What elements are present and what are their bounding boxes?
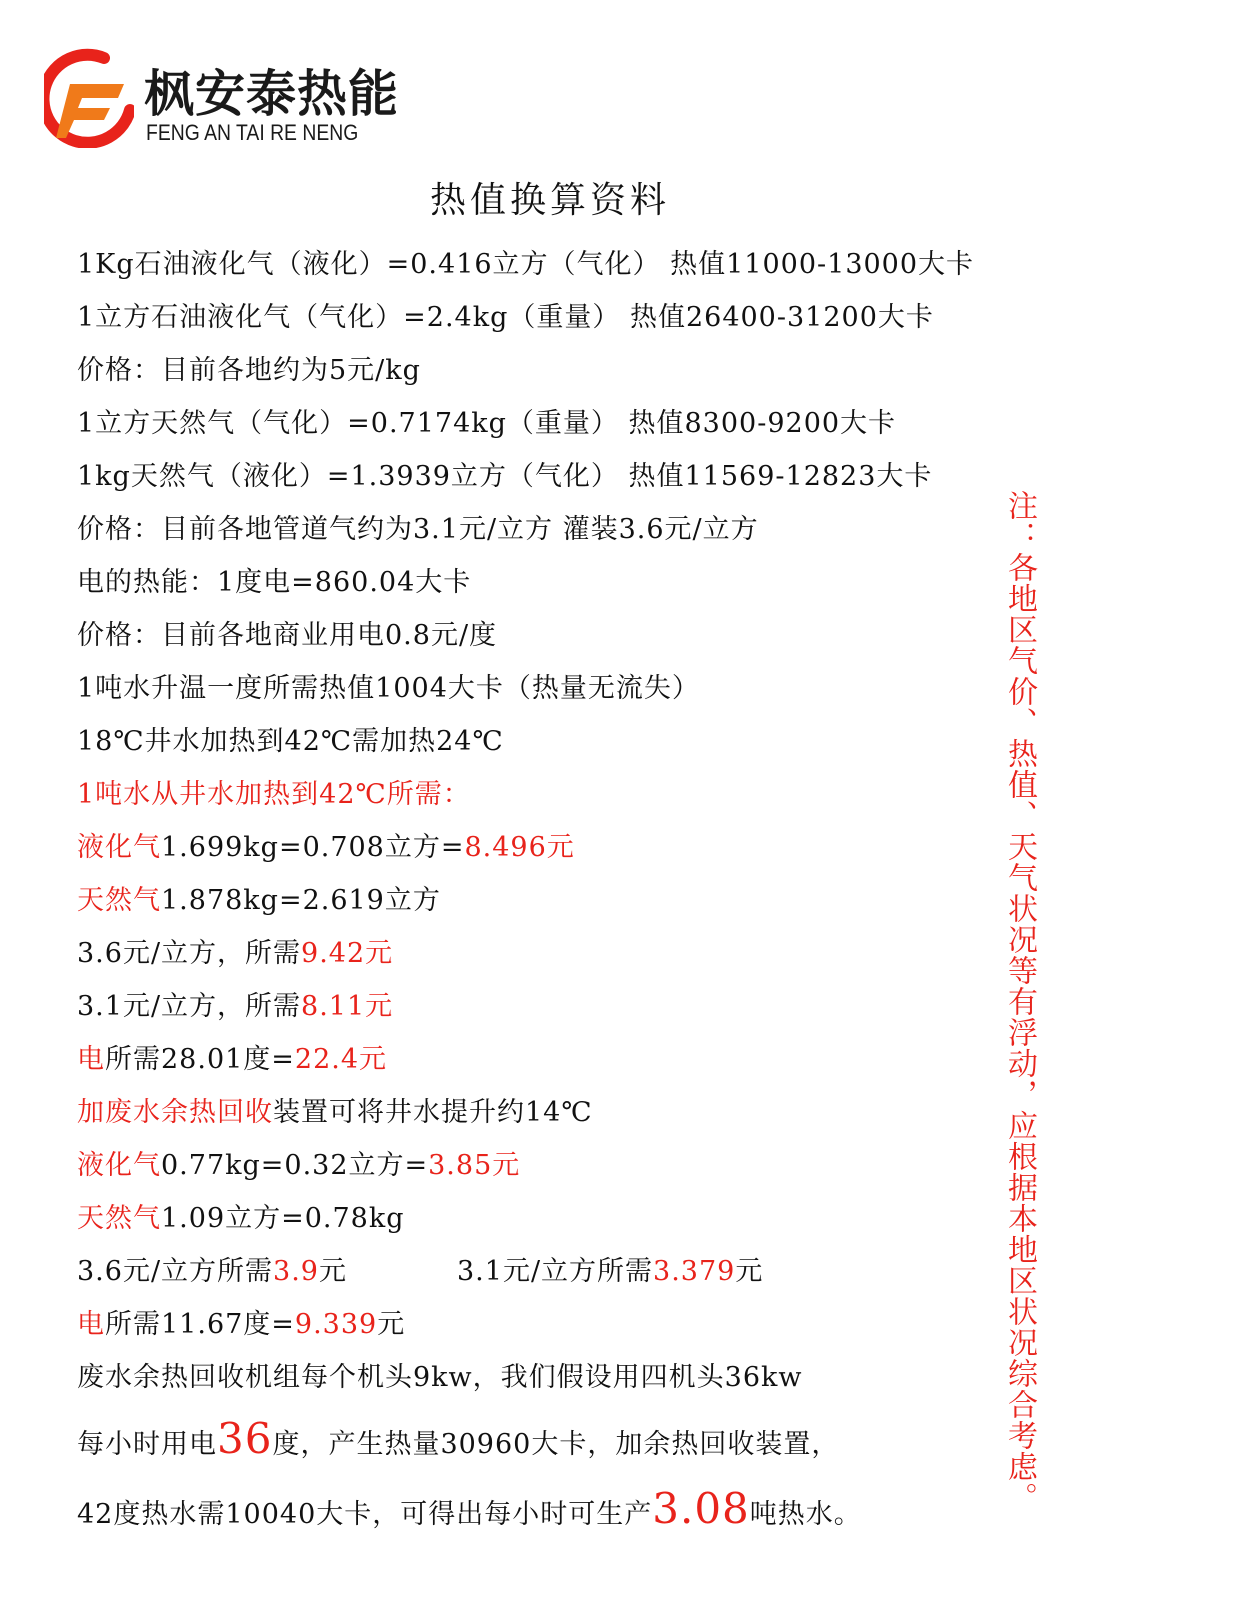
elec-text: 所需28.01度= (105, 1044, 295, 1075)
recovery-lpg-label: 液化气 (77, 1150, 161, 1181)
recovery-line (77, 1086, 987, 1139)
recovery-label: 加废水余热回收 (77, 1097, 273, 1128)
calc-ng-price2-line (77, 980, 987, 1033)
recovery-elec-unit: 元 (377, 1309, 406, 1340)
brand-name-cn: 枫安泰热能 (144, 65, 399, 123)
text-line: 1Kg石油液化气（液化）=0.416立方（气化） 热值11000-13000大卡 (77, 249, 975, 280)
recovery-ng-label: 天然气 (77, 1203, 161, 1234)
recovery-unit2: 元 (735, 1256, 764, 1287)
content-lines (77, 238, 987, 1544)
recovery-lpg-line (77, 1139, 987, 1192)
text-line: 1吨水升温一度所需热值1004大卡（热量无流失） (77, 673, 700, 704)
brand-name-en: FENG AN TAI RE NENG (146, 120, 359, 145)
calc-ng-price1-line (77, 927, 987, 980)
calc-ng-line (77, 874, 987, 927)
recovery-price2: 3.1元/立方所需 (457, 1256, 654, 1287)
brand-logo (44, 44, 399, 154)
ng-cost1: 9.42元 (301, 938, 394, 969)
recovery-elec-cost: 9.339 (294, 1309, 378, 1340)
elec-label: 电 (77, 1044, 105, 1075)
summary-power: 36 (217, 1414, 273, 1463)
summary-line-1: 废水余热回收机组每个机头9kw，我们假设用四机头36kw (77, 1362, 803, 1393)
ng-price1: 3.6元/立方，所需 (77, 938, 302, 969)
summary-line-3 (77, 1474, 987, 1544)
recovery-elec-label: 电 (77, 1309, 105, 1340)
text-line: 18℃井水加热到42℃需加热24℃ (77, 726, 504, 757)
calc-lpg-line (77, 821, 987, 874)
text-line: 价格：目前各地约为5元/kg (77, 355, 421, 386)
side-note: 注：各地区气价、热值、天气状况等有浮动，应根据本地区状况综合考虑。 (1002, 490, 1037, 1513)
lpg-label: 液化气 (77, 832, 161, 863)
calc-elec-line (77, 1033, 987, 1086)
summary-line-2 (77, 1404, 987, 1474)
recovery-price1: 3.6元/立方所需 (77, 1256, 274, 1287)
recovery-elec-text: 所需11.67度= (105, 1309, 295, 1340)
text-line: 价格：目前各地商业用电0.8元/度 (77, 620, 498, 651)
ng-cost2: 8.11元 (301, 991, 394, 1022)
brand-mark-icon (44, 48, 134, 148)
summary-line3-b: 吨热水。 (749, 1499, 862, 1530)
summary-line2-a: 每小时用电 (77, 1429, 217, 1460)
recovery-price-line (77, 1245, 987, 1298)
text-line: 1立方天然气（气化）=0.7174kg（重量） 热值8300-9200大卡 (77, 408, 897, 439)
recovery-ng-line (77, 1192, 987, 1245)
recovery-ng-text: 1.09立方=0.78kg (161, 1203, 405, 1234)
recovery-lpg-text: 0.77kg=0.32立方= (161, 1150, 429, 1181)
ng-text: 1.878kg=2.619立方 (161, 885, 441, 916)
recovery-cost1: 3.9 (273, 1256, 319, 1287)
summary-line3-a: 42度热水需10040大卡，可得出每小时可生产 (77, 1499, 653, 1530)
text-line: 1kg天然气（液化）=1.3939立方（气化） 热值11569-12823大卡 (77, 461, 933, 492)
page-title: 热值换算资料 (429, 180, 670, 221)
recovery-text: 装置可将井水提升约14℃ (273, 1097, 593, 1128)
summary-line2-b: 度，产生热量30960大卡，加余热回收装置， (272, 1429, 840, 1460)
recovery-unit1: 元 (319, 1256, 347, 1287)
text-line: 价格：目前各地管道气约为3.1元/立方 灌装3.6元/立方 (77, 514, 759, 545)
recovery-lpg-cost: 3.85元 (428, 1150, 521, 1181)
text-line: 电的热能：1度电=860.04大卡 (77, 567, 472, 598)
lpg-cost: 8.496元 (464, 832, 575, 863)
recovery-cost2: 3.379 (653, 1256, 736, 1287)
recovery-elec-line (77, 1298, 987, 1351)
ng-label: 天然气 (77, 885, 161, 916)
ng-price2: 3.1元/立方，所需 (77, 991, 302, 1022)
elec-cost: 22.4元 (294, 1044, 388, 1075)
text-line-heading: 1吨水从井水加热到42℃所需： (77, 779, 471, 810)
text-line: 1立方石油液化气（气化）=2.4kg（重量） 热值26400-31200大卡 (77, 302, 934, 333)
summary-output: 3.08 (652, 1484, 750, 1533)
lpg-text: 1.699kg=0.708立方= (161, 832, 465, 863)
